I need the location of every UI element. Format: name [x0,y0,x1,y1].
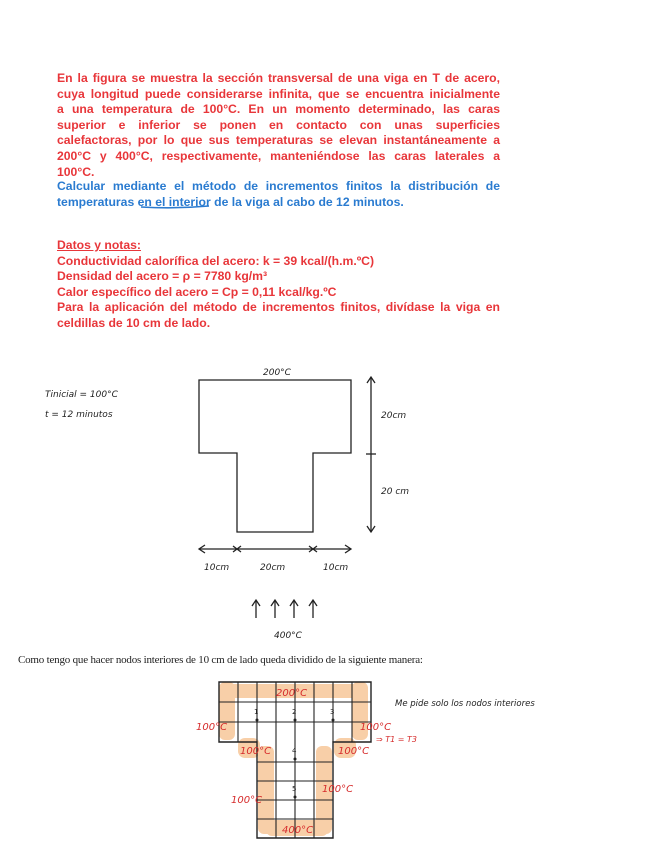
node-number: 3 [330,708,335,716]
statement-line: 100°C. [57,164,95,179]
equality-note: ⇒ T1 = T3 [376,735,417,744]
dim-right-label: 10cm [323,563,349,573]
node-number: 5 [292,785,297,793]
lower-left-label: 100°C [231,795,263,806]
interior-nodes-note: Me pide solo los nodos interiores [395,699,535,709]
dim-upper-label: 20cm [381,411,407,421]
density-line: Densidad del acero = ρ = 7780 kg/m³ [57,269,268,284]
dim-lower-label: 20 cm [381,487,410,497]
dim-mid-label: 20cm [260,563,286,573]
caption-text: Como tengo que hacer nodos interiores de 10 cm de lado queda dividido de la siguiente manera: [18,654,423,666]
conductivity-line: Conductividad calorífica del acero: k = 39 kcal/(h.m.ºC) [57,253,375,268]
top-boundary-label: 200°C [276,688,308,699]
statement-line: En la figura se muestra la sección transversal de una viga en T de acero, [57,71,500,85]
node-grid-figure [0,676,646,848]
initial-temp-label: Tinicial = 100°C [45,390,118,400]
node-number: 4 [292,747,297,755]
specific-heat-line: Calor específico del acero = Cp = 0,11 kcal/kg.ºC [57,284,337,299]
statement-line: a una temperatura de 100°C. En un momento determinado, las caras [57,102,500,117]
dim-left-label: 10cm [204,563,230,573]
t-beam-outline [199,380,351,532]
handwritten-underline [141,206,209,208]
node-number: 1 [254,708,259,716]
top-temp-label: 200°C [263,368,291,378]
statement-line: 200°C y 400°C, respectivamente, manteniéndose las caras laterales a [57,148,500,163]
task-line: Calcular mediante el método de incrementos finitos la distribución de [57,179,500,193]
left-boundary-label: 100°C [196,722,228,733]
instruction-line: celdillas de 10 cm de lado. [57,315,211,330]
inner-left-label: 100°C [240,746,272,757]
data-notes [57,238,500,332]
statement-line: calefactoras, por lo que sus temperaturas se elevan instantáneamente a [57,133,500,148]
instruction-line: Para la aplicación del método de incrementos finitos, divídase la viga en [57,300,500,315]
statement-line: cuya longitud puede considerarse infinita, que se encuentra inicialmente [57,86,500,101]
right-boundary-label: 100°C [360,722,392,733]
statement-line: superior e inferior se ponen en contacto con unas superficies [57,117,500,132]
notes-title: Datos y notas: [57,238,141,252]
task-line: temperaturas en el interior de la viga al cabo de 12 minutos. [57,194,404,209]
bottom-temp-label: 400°C [274,631,302,641]
lower-right-label: 100°C [322,784,354,795]
inner-right-label: 100°C [338,746,370,757]
node-number: 2 [292,708,297,716]
bottom-boundary-label: 400°C [282,825,314,836]
time-label: t = 12 minutos [45,410,113,420]
t-beam-figure [0,355,646,645]
heat-arrows [252,600,317,618]
